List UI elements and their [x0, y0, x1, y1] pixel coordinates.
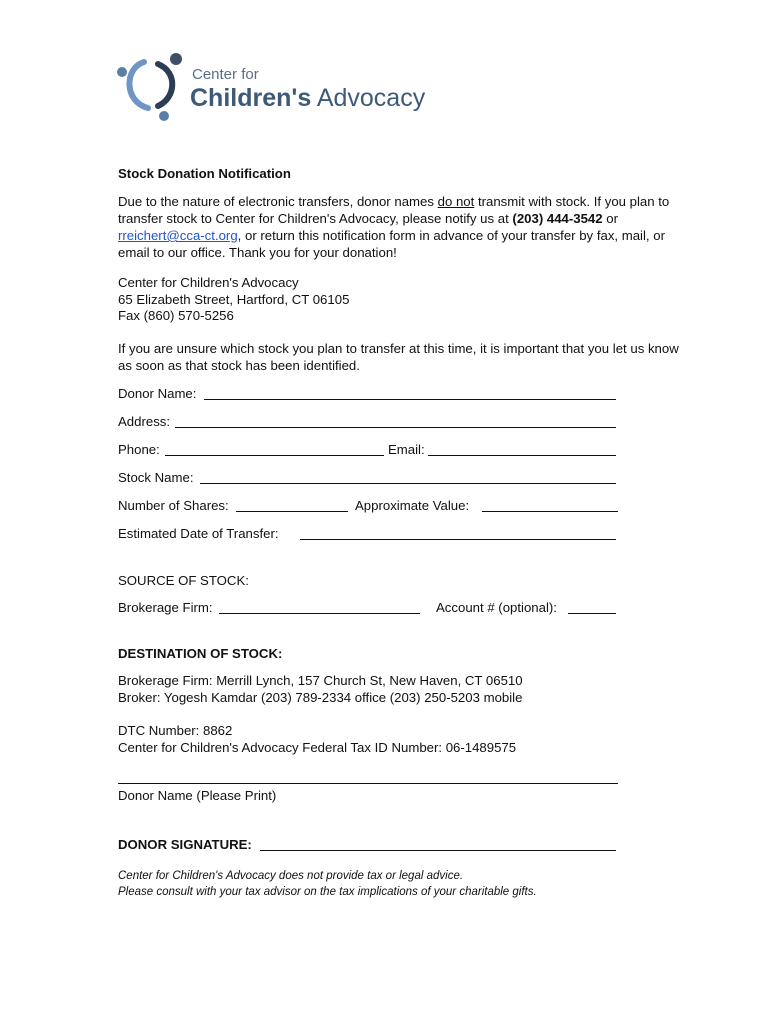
stock-name-label: Stock Name:	[118, 470, 194, 485]
stock-name-field[interactable]	[200, 483, 616, 484]
intro-paragraph: Due to the nature of electronic transfers, donor names do not transmit with stock. If you plan to transfer stock to Center for Children's Advocacy, please notify us at (203) 444-3542 or rreichert@cca-ct.org, or return this notification form in advance of your transfer by fax, mail, or email to our office. Thank you for your donation!	[118, 194, 670, 260]
address-field[interactable]	[175, 427, 616, 428]
page-title: Stock Donation Notification	[118, 166, 291, 181]
donor-name-field[interactable]	[204, 399, 616, 400]
unsure-paragraph: If you are unsure which stock you plan to transfer at this time, it is important that you let us know as soon as that stock has been identified.	[118, 341, 679, 373]
destination-firm: Brokerage Firm: Merrill Lynch, 157 Church St, New Haven, CT 06510	[118, 673, 523, 688]
account-label: Account # (optional):	[436, 600, 557, 615]
email-label: Email:	[388, 442, 425, 457]
signature-label: DONOR SIGNATURE:	[118, 837, 252, 852]
disclaimer-line-2: Please consult with your tax advisor on the tax implications of your charitable gifts.	[118, 886, 537, 898]
phone-field[interactable]	[165, 455, 384, 456]
transfer-date-field[interactable]	[300, 539, 616, 540]
print-name-label: Donor Name (Please Print)	[118, 788, 277, 803]
account-field[interactable]	[568, 613, 616, 614]
tax-id: Center for Children's Advocacy Federal Tax ID Number: 06-1489575	[118, 740, 517, 755]
address-line-1: Center for Children's Advocacy	[118, 275, 299, 290]
disclaimer-line-1: Center for Children's Advocacy does not provide tax or legal advice.	[118, 870, 464, 882]
logo	[114, 50, 424, 122]
print-name-field[interactable]	[118, 783, 618, 784]
approx-value-field[interactable]	[482, 511, 618, 512]
phone-label: Phone:	[118, 442, 160, 457]
signature-field[interactable]	[260, 850, 616, 851]
logo-text-main: Children's Advocacy	[190, 84, 426, 112]
source-heading: SOURCE OF STOCK:	[118, 573, 249, 588]
donor-name-label: Donor Name:	[118, 386, 197, 401]
email-field[interactable]	[428, 455, 616, 456]
fax-line: Fax (860) 570-5256	[118, 308, 234, 323]
transfer-date-label: Estimated Date of Transfer:	[118, 526, 279, 541]
logo-mark-icon	[114, 50, 188, 122]
shares-field[interactable]	[236, 511, 348, 512]
address-label: Address:	[118, 414, 171, 429]
shares-label: Number of Shares:	[118, 498, 229, 513]
notify-phone: (203) 444-3542	[512, 211, 603, 226]
logo-text-top: Center for	[192, 66, 259, 83]
address-line-2: 65 Elizabeth Street, Hartford, CT 06105	[118, 292, 350, 307]
destination-heading: DESTINATION OF STOCK:	[118, 646, 283, 661]
dtc-number: DTC Number: 8862	[118, 723, 233, 738]
destination-broker: Broker: Yogesh Kamdar (203) 789-2334 office (203) 250-5203 mobile	[118, 690, 523, 705]
email-link[interactable]: rreichert@cca-ct.org	[118, 228, 238, 243]
source-brokerage-label: Brokerage Firm:	[118, 600, 213, 615]
source-brokerage-field[interactable]	[219, 613, 420, 614]
approx-value-label: Approximate Value:	[355, 498, 470, 513]
